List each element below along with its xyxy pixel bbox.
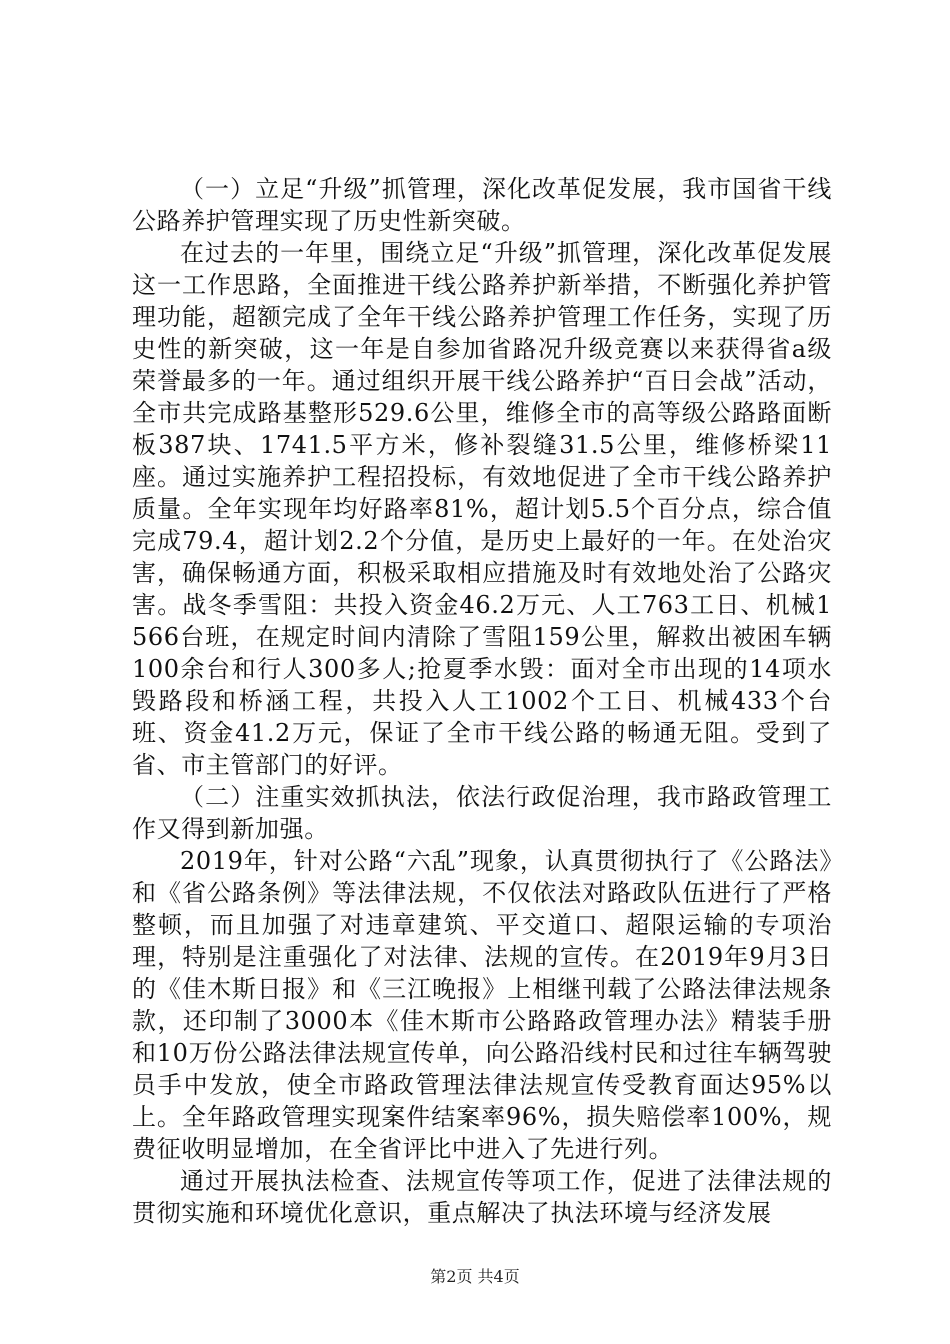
paragraph-law-enforcement: 通过开展执法检查、法规宣传等项工作，促进了法律法规的贯彻实施和环境优化意识，重点解决了执法环境与经济发展 [132,1167,832,1227]
paragraph-road-administration: 2019年，针对公路“六乱”现象，认真贯彻执行了《公路法》和《省公路条例》等法律法规，不仅依法对路政队伍进行了严格整顿，而且加强了对违章建筑、平交道口、超限运输的专项治理，特别是注重强化了对法律、法规的宣传。在2019年9月3日的《佳木斯日报》和《三江晚报》上相继刊载了公路法律法规条款，还印制了3000本《佳木斯市公路路政管理办法》精装手册和10万份公路法律法规宣传单，向公路沿线村民和过往车辆驾驶员手中发放，使全市路政管理法律法规宣传受教育面达95%以上。全年路政管理实现案件结案率96%，损失赔偿率100%，规费征收明显增加，在全省评比中进入了先进行列。 [132,847,832,1163]
section-heading-one: （一）立足“升级”抓管理，深化改革促发展，我市国省干线公路养护管理实现了历史性新突破。 [132,175,832,235]
document-body [132,173,832,1229]
paragraph-maintenance: 在过去的一年里，围绕立足“升级”抓管理，深化改革促发展这一工作思路，全面推进干线公路养护新举措，不断强化养护管理功能，超额完成了全年干线公路养护管理工作任务，实现了历史性的新突破，这一年是自参加省路况升级竞赛以来获得省a级荣誉最多的一年。通过组织开展干线公路养护“百日会战”活动，全市共完成路基整形529.6公里，维修全市的高等级公路路面断板387块、1741.5平方米，修补裂缝31.5公里，维修桥梁11座。通过实施养护工程招投标，有效地促进了全市干线公路养护质量。全年实现年均好路率81%，超计划5.5个百分点，综合值完成79.4，超计划2.2个分值，是历史上最好的一年。在处治灾害，确保畅通方面，积极采取相应措施及时有效地处治了公路灾害。战冬季雪阻：共投入资金46.2万元、人工763工日、机械1566台班，在规定时间内清除了雪阻159公里，解救出被困车辆100余台和行人300多人;抢夏季水毁：面对全市出现的14项水毁路段和桥涵工程，共投入人工1002个工日、机械433个台班、资金41.2万元，保证了全市干线公路的畅通无阻。受到了省、市主管部门的好评。 [132,239,832,779]
section-heading-two: （二）注重实效抓执法，依法行政促治理，我市路政管理工作又得到新加强。 [132,783,832,843]
page-footer: 第2页 共4页 [430,1267,520,1286]
